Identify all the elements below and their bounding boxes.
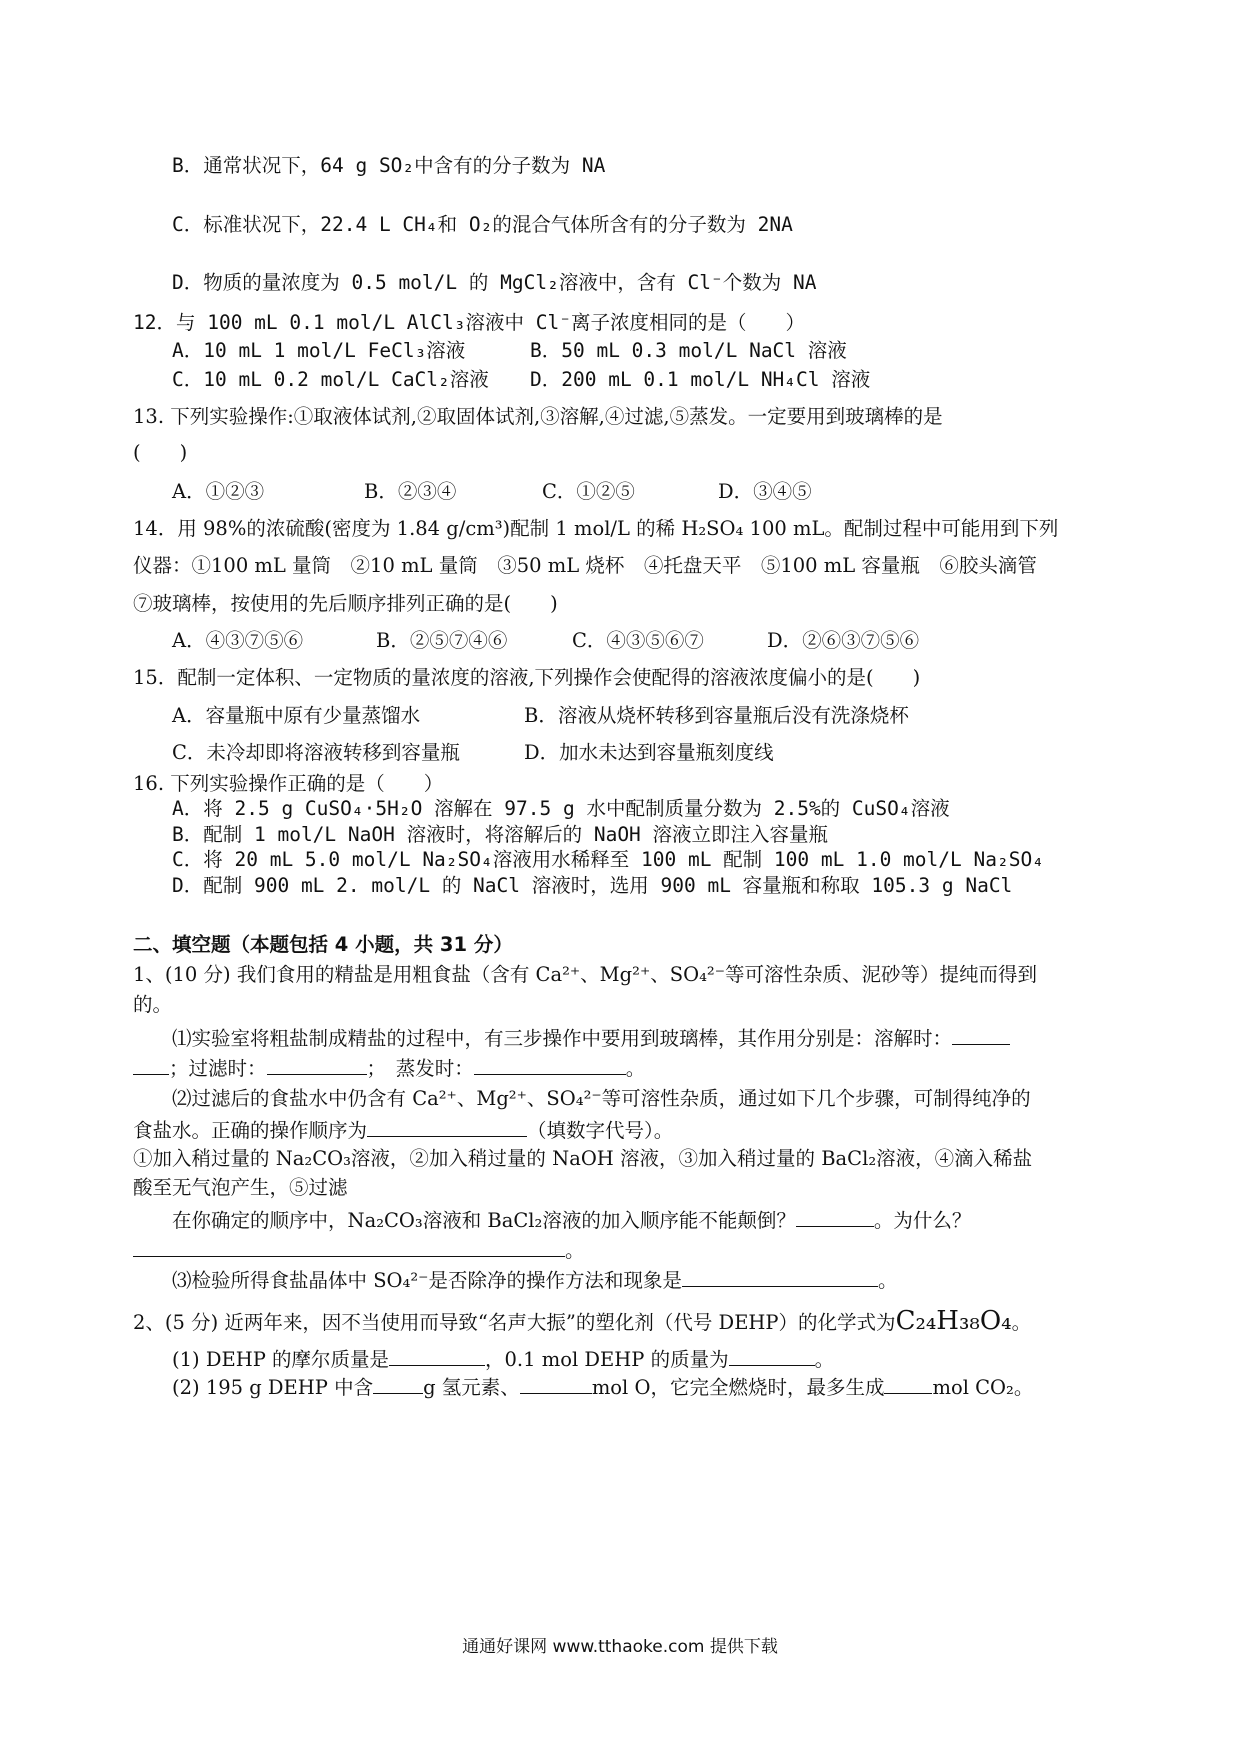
q11-option-c: C．标准状况下，22.4 L CH₄和 O₂的混合气体所含有的分子数为 2NA — [172, 213, 793, 236]
fill2-line1-end: 。 — [1011, 1311, 1032, 1334]
fill1-line11-end: 。 — [877, 1269, 898, 1292]
footer-credit: 通通好课网 www.tthaoke.com 提供下载 — [462, 1637, 778, 1657]
order-prompt: 食盐水。正确的操作顺序为 — [133, 1119, 368, 1142]
q16-option-b: B．配制 1 mol/L NaOH 溶液时，将溶解后的 NaOH 溶液立即注入容量瓶 — [172, 823, 829, 846]
q15-stem: 15．配制一定体积、一定物质的量浓度的溶液,下列操作会使配得的溶液浓度偏小的是( ) — [133, 666, 921, 689]
section-heading: 二、填空题（本题包括 4 小题，共 31 分） — [133, 933, 513, 956]
fill1-line4-end: 。 — [625, 1057, 646, 1080]
q13-option-a: A．①②③ — [172, 480, 265, 503]
q14-stem-line1: 14．用 98%的浓硫酸(密度为 1.84 g/cm³)配制 1 mol/L 的稀 H₂SO₄ 100 mL。配制过程中可能用到下列 — [133, 517, 1059, 540]
fill2-line3 — [172, 1373, 1033, 1401]
fill2-line2 — [172, 1345, 834, 1373]
fill1-q1-prompt: ⑴实验室将粗盐制成精盐的过程中，有三步操作中要用到玻璃棒，其作用分别是：溶解时： — [172, 1027, 953, 1050]
fill2-line2-end: 。 — [814, 1348, 835, 1371]
fill1-line10-end: 。 — [565, 1239, 585, 1262]
blank-hydrogen[interactable] — [373, 1373, 423, 1394]
order-hint: （填数字代号）。 — [527, 1119, 674, 1142]
blank-mass[interactable] — [729, 1345, 815, 1366]
why-prompt: 。为什么？ — [873, 1209, 972, 1232]
oxygen-prompt: g 氢元素、 — [423, 1376, 520, 1399]
filter-prompt: ；过滤时： — [169, 1057, 267, 1080]
co2-prompt: mol O，它完全燃烧时，最多生成 — [591, 1376, 885, 1399]
q14-stem-line2: 仪器：①100 mL 量筒 ②10 mL 量筒 ③50 mL 烧杯 ④托盘天平 ⑤100 mL 容量瓶 ⑥胶头滴管 — [133, 554, 1037, 577]
q11-option-d: D．物质的量浓度为 0.5 mol/L 的 MgCl₂溶液中，含有 Cl⁻个数为 NA — [172, 271, 817, 294]
q13-option-c: C．①②⑤ — [542, 480, 635, 503]
sulfate-test-prompt: ⑶检验所得食盐晶体中 SO₄²⁻是否除净的操作方法和现象是 — [172, 1269, 682, 1292]
fill1-line6 — [133, 1116, 673, 1144]
blank-reverse[interactable] — [796, 1206, 874, 1227]
q15-option-d: D．加水未达到容量瓶刻度线 — [524, 741, 774, 764]
molar-mass-prompt: (1) DEHP 的摩尔质量是 — [172, 1348, 390, 1371]
blank-oxygen[interactable] — [520, 1373, 592, 1394]
hydrogen-prompt: (2) 195 g DEHP 中含 — [172, 1376, 374, 1399]
fill1-line3 — [172, 1024, 1010, 1052]
q12-option-c: C．10 mL 0.2 mol/L CaCl₂溶液 — [172, 368, 489, 391]
dehp-formula: C₂₄H₃₈O₄ — [895, 1306, 1012, 1336]
q14-option-b: B．②⑤⑦④⑥ — [376, 629, 508, 652]
q11-option-b: B．通常状况下，64 g SO₂中含有的分子数为 NA — [172, 154, 606, 177]
reverse-prompt: 在你确定的顺序中，Na₂CO₃溶液和 BaCl₂溶液的加入顺序能不能颠倒？ — [172, 1209, 796, 1232]
q16-option-d: D．配制 900 mL 2. mol/L 的 NaCl 溶液时，选用 900 mL 容量瓶和称取 105.3 g NaCl — [172, 874, 1013, 897]
fill1-line4 — [133, 1054, 645, 1082]
blank-reason[interactable] — [133, 1236, 565, 1257]
q14-option-a: A．④③⑦⑤⑥ — [172, 629, 304, 652]
q15-option-c: C．未冷却即将溶液转移到容量瓶 — [172, 741, 460, 764]
fill1-line2: 的。 — [133, 993, 173, 1016]
q12-stem: 12．与 100 mL 0.1 mol/L AlCl₃溶液中 Cl⁻离子浓度相同的是（ ） — [133, 311, 805, 334]
q13-option-d: D．③④⑤ — [718, 480, 812, 503]
q16-option-a: A．将 2.5 g CuSO₄·5H₂O 溶解在 97.5 g 水中配制质量分数为 2.5%的 CuSO₄溶液 — [172, 797, 950, 820]
q13-stem: 13. 下列实验操作:①取液体试剂,②取固体试剂,③溶解,④过滤,⑤蒸发。一定要用到玻璃棒的是 — [133, 405, 943, 428]
q15-option-b: B．溶液从烧杯转移到容量瓶后没有洗涤烧杯 — [524, 704, 909, 727]
blank-evaporate[interactable] — [474, 1054, 626, 1075]
blank-co2[interactable] — [884, 1373, 932, 1394]
q16-option-c: C．将 20 mL 5.0 mol/L Na₂SO₄溶液用水稀释至 100 mL 配制 100 mL 1.0 mol/L Na₂SO₄ — [172, 848, 1044, 871]
q13-answer-paren: ( ) — [133, 441, 188, 464]
mass-prompt: ，0.1 mol DEHP 的质量为 — [485, 1348, 729, 1371]
fill2-line3-end: mol CO₂。 — [932, 1376, 1034, 1399]
q14-option-c: C．④③⑤⑥⑦ — [572, 629, 704, 652]
q14-stem-line3: ⑦玻璃棒，按使用的先后顺序排列正确的是( ) — [133, 592, 558, 615]
fill1-line11 — [172, 1266, 898, 1294]
q12-option-b: B．50 mL 0.3 mol/L NaCl 溶液 — [530, 339, 847, 362]
fill1-line7: ①加入稍过量的 Na₂CO₃溶液，②加入稍过量的 NaOH 溶液，③加入稍过量的 BaCl₂溶液，④滴入稀盐 — [133, 1147, 1033, 1170]
blank-sulfate-test[interactable] — [682, 1266, 878, 1287]
q16-stem: 16. 下列实验操作正确的是（ ） — [133, 772, 444, 795]
fill1-line9 — [172, 1206, 971, 1234]
blank-dissolve-2[interactable] — [133, 1054, 169, 1075]
blank-order[interactable] — [367, 1116, 527, 1137]
q15-option-a: A．容量瓶中原有少量蒸馏水 — [172, 704, 421, 727]
q12-option-a: A．10 mL 1 mol/L FeCl₃溶液 — [172, 339, 466, 362]
fill1-line10 — [133, 1236, 585, 1264]
fill1-line5: ⑵过滤后的食盐水中仍含有 Ca²⁺、Mg²⁺、SO₄²⁻等可溶性杂质，通过如下几个步骤，可制得纯净的 — [172, 1087, 1031, 1110]
q12-option-d: D．200 mL 0.1 mol/L NH₄Cl 溶液 — [530, 368, 871, 391]
blank-molar-mass[interactable] — [389, 1345, 485, 1366]
fill1-line1: 1、(10 分) 我们食用的精盐是用粗食盐（含有 Ca²⁺、Mg²⁺、SO₄²⁻等可溶性杂质、泥砂等）提纯而得到 — [133, 963, 1038, 986]
blank-dissolve-1[interactable] — [952, 1024, 1010, 1045]
fill1-line8: 酸至无气泡产生，⑤过滤 — [133, 1176, 348, 1199]
evaporate-prompt: ； 蒸发时： — [366, 1057, 474, 1080]
dehp-intro: 2、(5 分) 近两年来，因不当使用而导致“名声大振”的塑化剂（代号 DEHP）的化学式为 — [133, 1311, 896, 1334]
q13-option-b: B．②③④ — [364, 480, 457, 503]
q14-option-d: D．②⑥③⑦⑤⑥ — [767, 629, 920, 652]
blank-filter[interactable] — [267, 1054, 367, 1075]
fill2-line1 — [133, 1308, 1031, 1336]
